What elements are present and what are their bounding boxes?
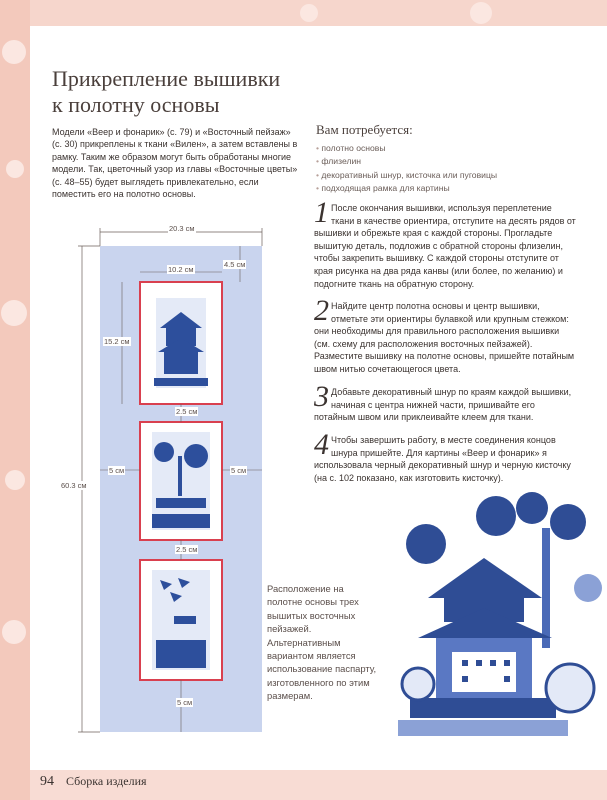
birds-embroidery bbox=[152, 570, 210, 670]
layout-diagram bbox=[60, 220, 270, 740]
pagoda-embroidery bbox=[154, 298, 208, 388]
width-label: 20.3 см bbox=[169, 224, 195, 233]
step-number: 4 bbox=[314, 428, 329, 461]
landscape-embroidery bbox=[152, 432, 210, 530]
left-margin-label: 5 см bbox=[109, 466, 125, 475]
total-height-label: 60.3 см bbox=[61, 481, 87, 490]
step-number: 1 bbox=[314, 196, 329, 229]
floral-border-left bbox=[0, 0, 30, 800]
step-text: Чтобы завершить работу, в месте соединения концов шнура пришейте. Для картины «Веер и фонарик» я использовала черный декоративный шнур и черную кисточку (на с. 102 показано, как изготовить кисточку). bbox=[314, 435, 571, 483]
blossom-decoration bbox=[5, 470, 25, 490]
blossom-decoration bbox=[2, 40, 26, 64]
panel-height-label: 15.2 см bbox=[104, 337, 130, 346]
top-margin-label: 4.5 см bbox=[224, 260, 246, 269]
step-text: Найдите центр полотна основы и центр вышивки, отметьте эти ориентиры булавкой или крупным стежком: они необходимы для правильного расположения вышивки (см. схему для расположения восточных пейзажей). Разместите вышивку на полотне основы, пришейте потайным швом нитью сочетающегося цвета. bbox=[314, 301, 575, 374]
bottom-margin-label: 5 см bbox=[177, 698, 193, 707]
materials-list bbox=[316, 122, 576, 195]
blossom-decoration bbox=[470, 2, 492, 24]
gap-label: 2.5 см bbox=[176, 545, 198, 554]
page-number: 94 bbox=[40, 774, 54, 789]
page-title bbox=[52, 66, 280, 118]
section-name: Сборка изделия bbox=[66, 774, 147, 788]
diagram-caption: Расположение на полотне основы трех вышитых восточных пейзажей. Альтернативным вариантом является использование паспарту, изготовленного по этим размерам. bbox=[267, 583, 377, 702]
inner-width-label: 10.2 см bbox=[168, 265, 194, 274]
page-footer bbox=[40, 772, 147, 790]
materials-item: • полотно основы bbox=[316, 142, 576, 155]
materials-item: • флизелин bbox=[316, 155, 576, 168]
materials-item: • подходящая рамка для картины bbox=[316, 182, 576, 195]
step-text: Добавьте декоративный шнур по краям каждой вышивки, начиная с центра нижней части, пришивайте его потайным швом или приклеивайте клеем для ткани. bbox=[314, 387, 572, 423]
materials-item: • декоративный шнур, кисточка или пуговицы bbox=[316, 169, 576, 182]
materials-title: Вам потребуется: bbox=[316, 122, 413, 137]
step-text: После окончания вышивки, используя переплетение ткани в качестве ориентира, отступите на десять рядов от вышивки и обрежьте края с каждой стороны. Прогладьте вышитую деталь, подложив с обратной стороны флизелин, чтобы закрепить вышивку. С каждой стороны отступите от края рисунка на два ряда канвы (или более, по желанию) и подогните ткань на обратную сторону. bbox=[314, 203, 576, 289]
right-margin-label: 5 см bbox=[231, 466, 247, 475]
gap-label: 2.5 см bbox=[176, 407, 198, 416]
step-4 bbox=[314, 428, 576, 484]
step-number: 3 bbox=[314, 380, 329, 413]
step-number: 2 bbox=[314, 294, 329, 327]
step-3 bbox=[314, 380, 576, 424]
title-line-2: к полотну основы bbox=[52, 92, 220, 117]
blossom-decoration bbox=[300, 4, 318, 22]
blossom-decoration bbox=[2, 620, 26, 644]
step-2 bbox=[314, 294, 576, 376]
blossom-decoration bbox=[1, 300, 27, 326]
step-1 bbox=[314, 196, 576, 290]
intro-paragraph: Модели «Веер и фонарик» (с. 79) и «Восточный пейзаж» (с. 30) прикреплены к ткани «Вилен», а затем вставлены в рамку. Таким же образом могут быть обработаны многие модели. Так, цветочный узор из главы «Восточные цветы» (с. 48–55) будет выглядеть привлекательно, если поместить его на полотно основы. bbox=[52, 127, 298, 200]
blossom-decoration bbox=[6, 160, 24, 178]
title-line-1: Прикрепление вышивки bbox=[52, 66, 281, 91]
pagoda-cross-stitch-image bbox=[392, 488, 604, 748]
